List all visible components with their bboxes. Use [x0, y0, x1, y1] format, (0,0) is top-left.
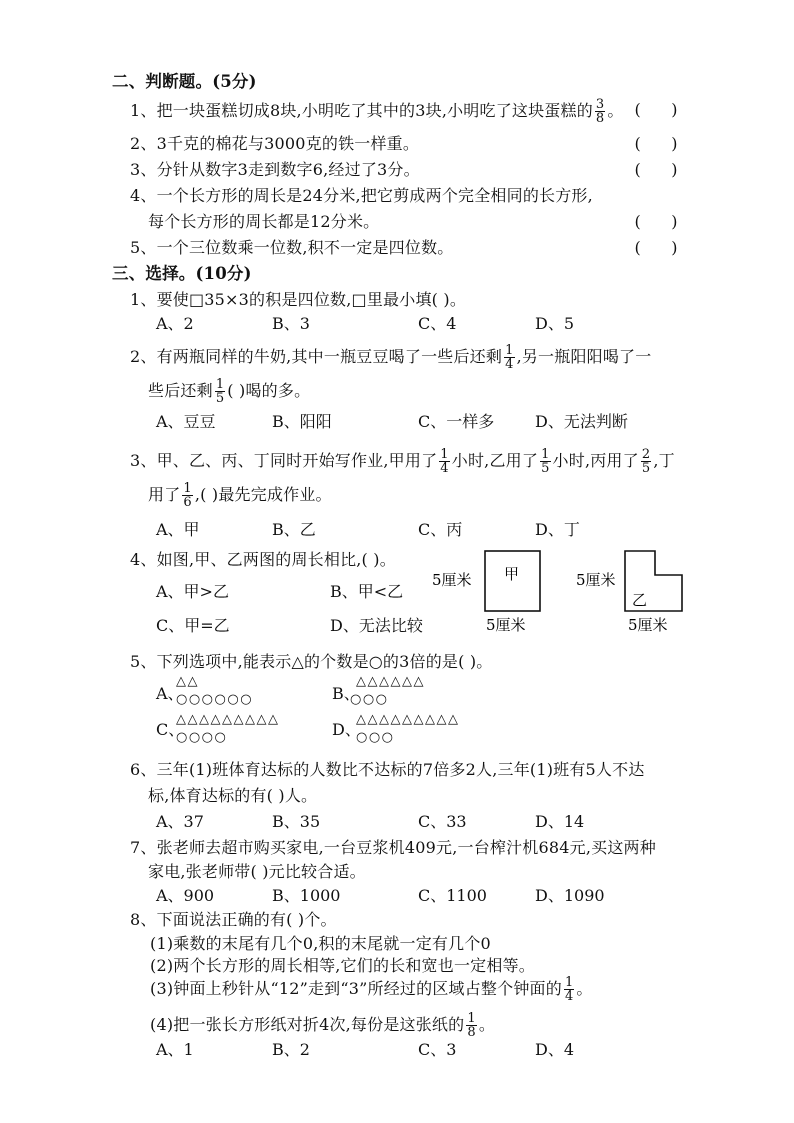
- text: 。: [576, 979, 593, 998]
- s3-q5-c-triangles: △△△△△△△△△: [176, 712, 280, 727]
- s3-q6-option-d[interactable]: D、14: [535, 812, 585, 831]
- fraction: [182, 482, 192, 509]
- s3-q3-option-b[interactable]: B、乙: [272, 520, 316, 539]
- fraction: [595, 98, 605, 125]
- s3-q7-option-b[interactable]: B、1000: [272, 886, 341, 905]
- fraction-denominator: 4: [564, 989, 574, 1004]
- fraction-denominator: 5: [541, 461, 550, 476]
- s3-q2-line2: [148, 378, 310, 405]
- s3-q1-option-a[interactable]: A、2: [156, 314, 194, 333]
- s3-q1: 1、要使□35×3的积是四位数,□里最小填( )。: [130, 290, 467, 309]
- figure-b-label: 乙: [632, 591, 648, 609]
- s3-q1-option-d[interactable]: D、5: [535, 314, 575, 333]
- s3-q4-option-d[interactable]: D、无法比较: [330, 616, 423, 635]
- s3-q5-b-triangles: △△△△△△: [356, 674, 425, 689]
- text: (4)把一张长方形纸对折4次,每份是这张纸的: [150, 1015, 465, 1034]
- s2-q2: 2、3千克的棉花与3000克的铁一样重。: [130, 134, 420, 153]
- s3-q5: 5、下列选项中,能表示△的个数是○的3倍的是( )。: [130, 652, 493, 671]
- s3-q6-line1: 6、三年(1)班体育达标的人数比不达标的7倍多2人,三年(1)班有5人不达: [130, 760, 645, 779]
- s3-q7-option-a[interactable]: A、900: [156, 886, 215, 905]
- text: 些后还剩: [148, 381, 213, 400]
- s2-q1: [130, 98, 624, 125]
- s3-q3-option-d[interactable]: D、丁: [535, 520, 580, 539]
- answer-paren-2[interactable]: ( ): [634, 134, 678, 153]
- s3-q8-option-b[interactable]: B、2: [272, 1040, 310, 1059]
- fraction: [564, 976, 574, 1003]
- fraction: [504, 344, 514, 371]
- text: 2、有两瓶同样的牛奶,其中一瓶豆豆喝了一些后还剩: [130, 347, 503, 366]
- text: ,另一瓶阳阳喝了一: [516, 347, 652, 366]
- s3-q8-option-c[interactable]: C、3: [418, 1040, 457, 1059]
- s3-q5-d-triangles: △△△△△△△△△: [356, 712, 460, 727]
- fraction: [641, 448, 651, 475]
- text: ,( )最先完成作业。: [194, 485, 332, 504]
- fraction-numerator: 1: [505, 343, 514, 358]
- s3-q5-option-a[interactable]: A、: [156, 684, 184, 703]
- s3-q7-option-d[interactable]: D、1090: [535, 886, 605, 905]
- text: 小时,乙用了: [451, 451, 539, 470]
- figure-a-side-label: 5厘米: [432, 571, 472, 589]
- s3-q5-b-circles: ○○○: [350, 692, 389, 707]
- s3-q2-line1: [130, 344, 651, 371]
- text: ,丁: [653, 451, 675, 470]
- fraction-numerator: 1: [183, 481, 192, 496]
- s3-q6-option-c[interactable]: C、33: [418, 812, 467, 831]
- text: 用了: [148, 485, 181, 504]
- s3-q3-option-c[interactable]: C、丙: [418, 520, 463, 539]
- fraction-numerator: 1: [440, 447, 449, 462]
- s3-q5-a-circles: ○○○○○○: [176, 692, 254, 707]
- s3-q2-option-c[interactable]: C、一样多: [418, 412, 495, 431]
- answer-paren-4[interactable]: ( ): [634, 212, 678, 231]
- s3-q8-option-d[interactable]: D、4: [535, 1040, 575, 1059]
- fraction-denominator: 8: [467, 1025, 476, 1040]
- s3-q2-option-b[interactable]: B、阳阳: [272, 412, 332, 431]
- fraction: [215, 378, 225, 405]
- section-3-heading: 三、选择。(10分): [112, 264, 252, 283]
- fraction-numerator: 3: [595, 97, 605, 112]
- fraction-denominator: 4: [440, 461, 449, 476]
- figure-b-side-label: 5厘米: [576, 571, 616, 589]
- figure-a-bottom-label: 5厘米: [486, 616, 526, 634]
- s3-q8-statement-1: (1)乘数的末尾有几个0,积的末尾就一定有几个0: [150, 934, 491, 953]
- answer-paren-3[interactable]: ( ): [634, 160, 678, 179]
- s3-q3-option-a[interactable]: A、甲: [156, 520, 200, 539]
- fraction-denominator: 4: [505, 357, 514, 372]
- s3-q5-d-circles: ○○○: [356, 730, 395, 745]
- figure-a-label: 甲: [504, 565, 520, 583]
- text: 3、甲、乙、丙、丁同时开始写作业,甲用了: [130, 451, 438, 470]
- s3-q8-option-a[interactable]: A、1: [156, 1040, 194, 1059]
- fraction-numerator: 1: [564, 975, 574, 990]
- s3-q5-option-b[interactable]: B、: [332, 684, 360, 703]
- s3-q1-option-b[interactable]: B、3: [272, 314, 310, 333]
- s3-q8-statement-2: (2)两个长方形的周长相等,它们的长和宽也一定相等。: [150, 956, 535, 975]
- s2-q4-line2: 每个长方形的周长都是12分米。: [148, 212, 380, 231]
- fraction-denominator: 5: [215, 391, 225, 406]
- s3-q7-option-c[interactable]: C、1100: [418, 886, 487, 905]
- s3-q6-line2: 标,体育达标的有( )人。: [148, 786, 318, 805]
- s3-q7-line2: 家电,张老师带( )元比较合适。: [148, 862, 366, 881]
- fraction-numerator: 2: [641, 447, 651, 462]
- s3-q4-option-b[interactable]: B、甲<乙: [330, 582, 404, 601]
- s3-q5-option-c[interactable]: C、: [156, 720, 185, 739]
- s2-q1-end: 。: [607, 101, 624, 120]
- s3-q5-option-d[interactable]: D、: [332, 720, 361, 739]
- s3-q3-line2: [148, 482, 332, 509]
- fraction: [540, 448, 550, 475]
- s3-q4-option-c[interactable]: C、甲=乙: [156, 616, 230, 635]
- text: 小时,丙用了: [552, 451, 639, 470]
- s3-q6-option-a[interactable]: A、37: [156, 812, 204, 831]
- fraction: [466, 1012, 476, 1039]
- s3-q2-option-d[interactable]: D、无法判断: [535, 412, 628, 431]
- fraction-numerator: 1: [215, 377, 225, 392]
- text: ( )喝的多。: [227, 381, 311, 400]
- s3-q6-option-b[interactable]: B、35: [272, 812, 321, 831]
- answer-paren-1[interactable]: ( ): [634, 100, 678, 119]
- figure-b-bottom-label: 5厘米: [628, 616, 668, 634]
- fraction-denominator: 8: [595, 111, 605, 126]
- perimeter-figures: [430, 545, 710, 640]
- s2-q5: 5、一个三位数乘一位数,积不一定是四位数。: [130, 238, 454, 257]
- fraction-denominator: 5: [641, 461, 651, 476]
- s3-q5-c-circles: ○○○○: [176, 730, 228, 745]
- s3-q8-statement-3: [150, 976, 593, 1003]
- s3-q4: 4、如图,甲、乙两图的周长相比,( )。: [130, 550, 396, 569]
- section-2-heading: 二、判断题。(5分): [112, 72, 257, 91]
- s3-q4-option-a[interactable]: A、甲>乙: [156, 582, 229, 601]
- fraction: [439, 448, 449, 475]
- answer-paren-5[interactable]: ( ): [634, 238, 678, 257]
- s3-q8-statement-4: [150, 1012, 495, 1039]
- text: (3)钟面上秒针从“12”走到“3”所经过的区域占整个钟面的: [150, 979, 562, 998]
- text: 。: [478, 1015, 496, 1034]
- s3-q5-a-triangles: △△: [176, 674, 199, 689]
- s2-q4-line1: 4、一个长方形的周长是24分米,把它剪成两个完全相同的长方形,: [130, 186, 593, 205]
- s3-q7-line1: 7、张老师去超市购买家电,一台豆浆机409元,一台榨汁机684元,买这两种: [130, 838, 656, 857]
- s2-q3: 3、分针从数字3走到数字6,经过了3分。: [130, 160, 420, 179]
- s2-q1-text: 1、把一块蛋糕切成8块,小明吃了其中的3块,小明吃了这块蛋糕的: [130, 101, 593, 120]
- s3-q8: 8、下面说法正确的有( )个。: [130, 910, 337, 929]
- fraction-denominator: 6: [183, 495, 192, 510]
- s3-q2-option-a[interactable]: A、豆豆: [156, 412, 216, 431]
- s3-q1-option-c[interactable]: C、4: [418, 314, 457, 333]
- s3-q3-line1: [130, 448, 675, 475]
- fraction-numerator: 1: [541, 447, 550, 462]
- fraction-numerator: 1: [467, 1011, 476, 1026]
